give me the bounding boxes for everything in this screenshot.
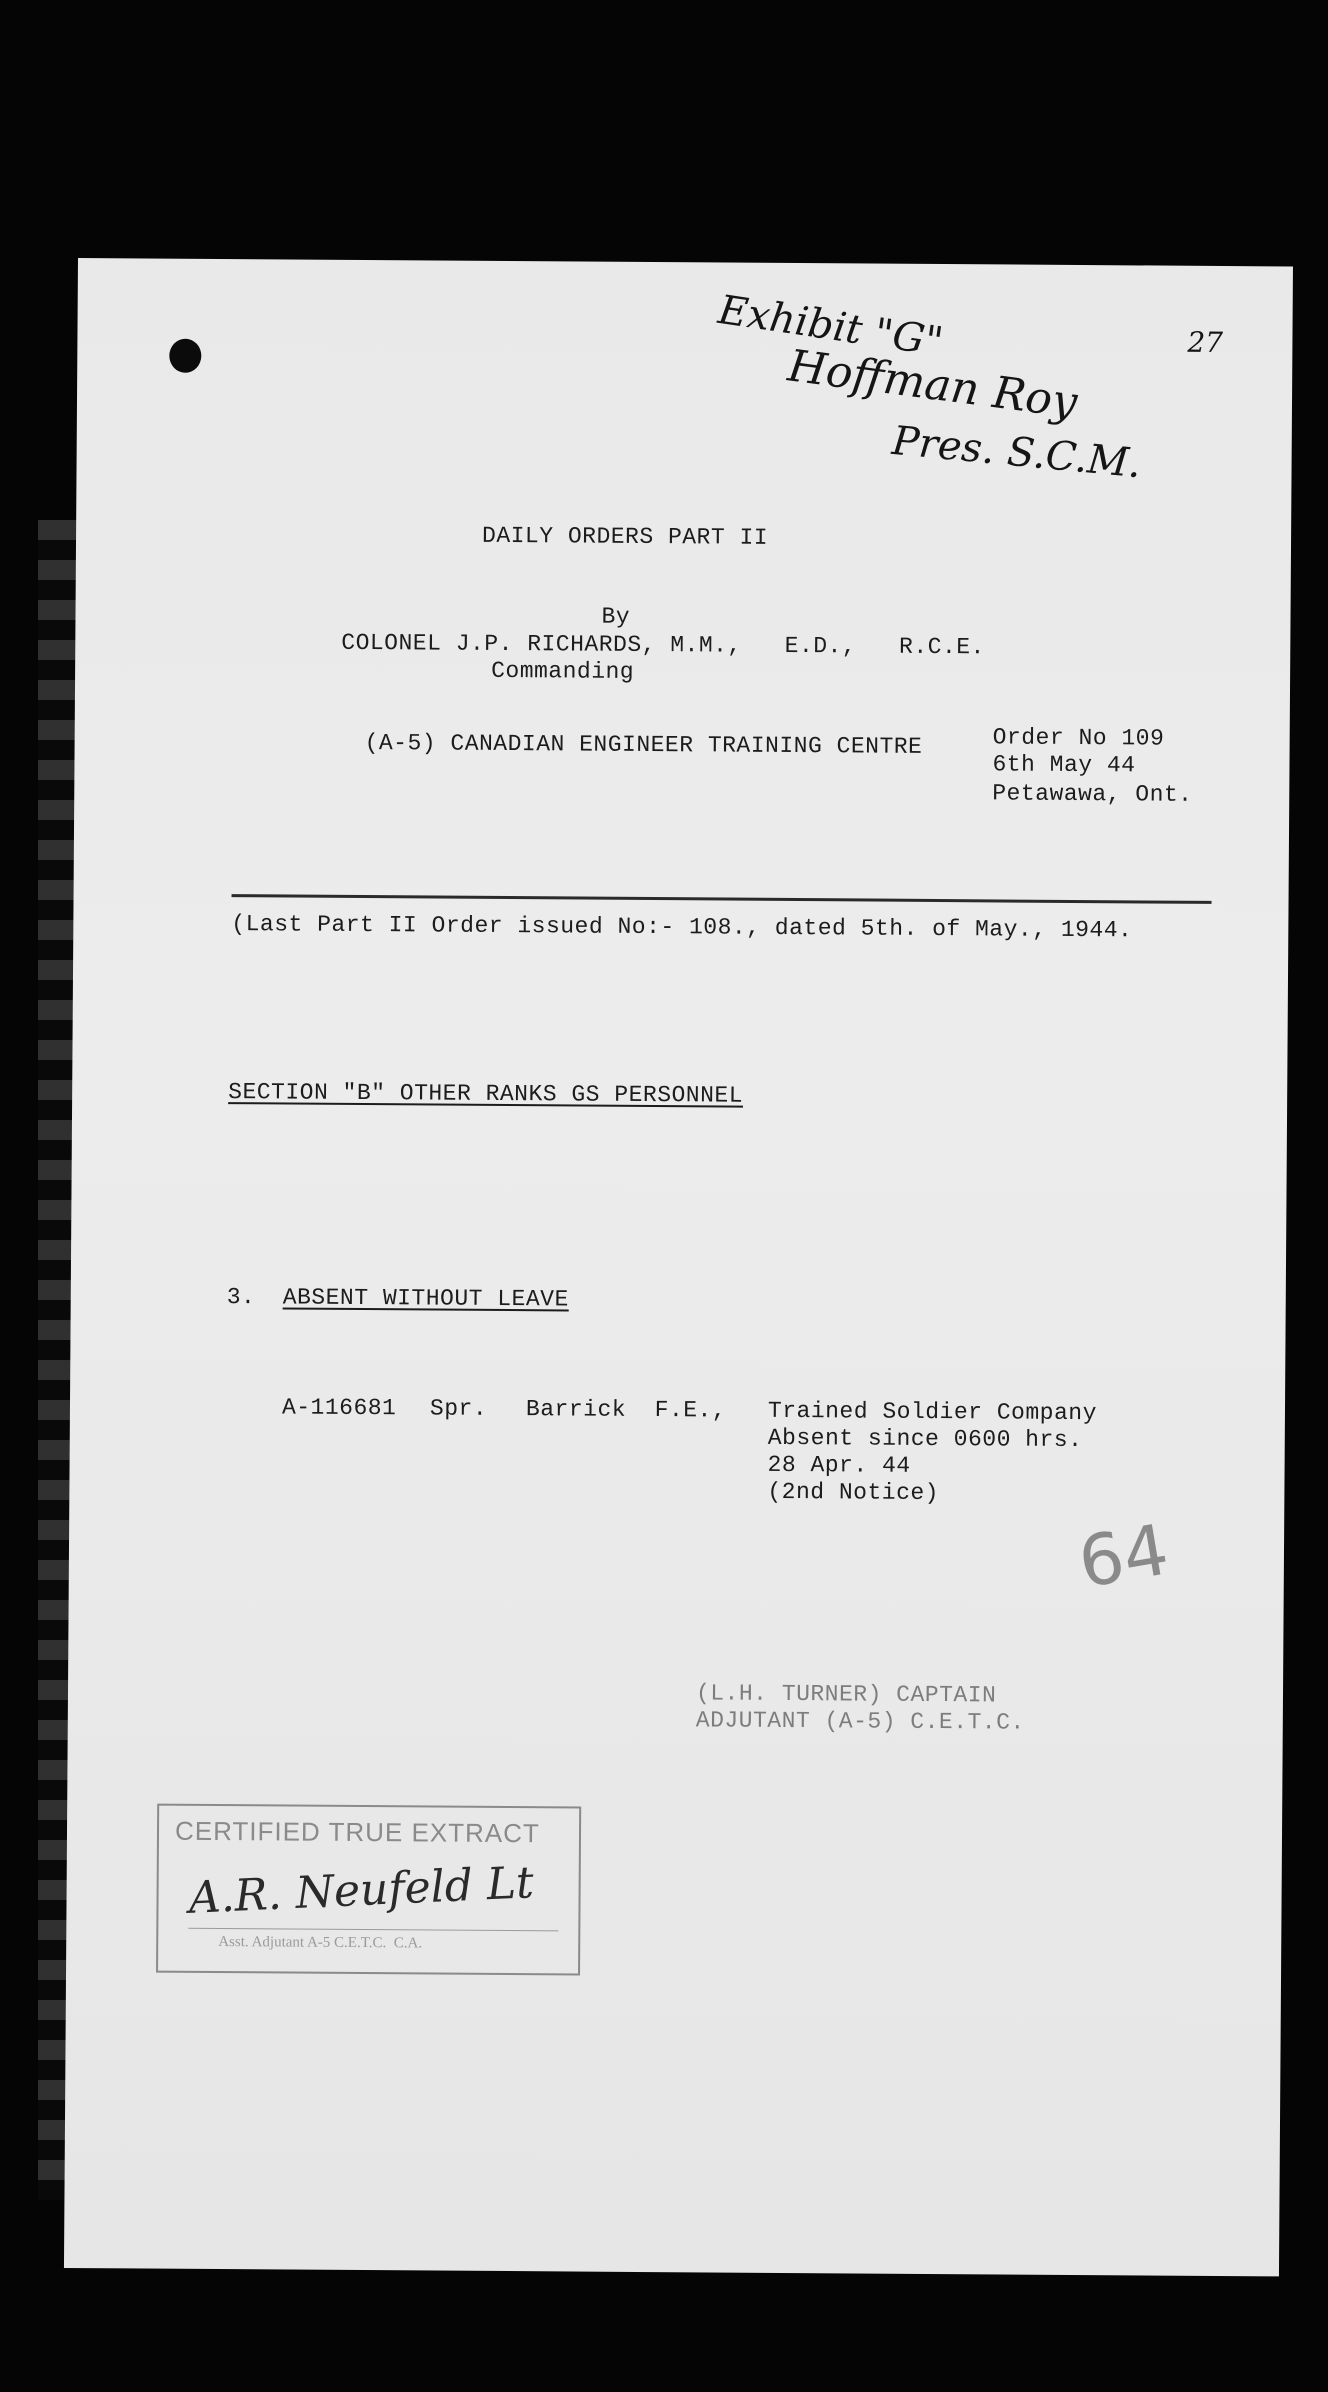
order-location: Petawawa, Ont. <box>992 780 1193 808</box>
handwritten-pres: Pres. S.C.M. <box>890 417 1144 488</box>
signatory-name: (L.H. TURNER) CAPTAIN <box>695 1680 997 1709</box>
folio-number: 64 <box>1072 1508 1175 1605</box>
item-heading: ABSENT WITHOUT LEAVE <box>282 1284 569 1313</box>
handwritten-exhibit: Exhibit "G" <box>715 286 946 366</box>
order-number: Order No 109 <box>992 724 1165 752</box>
entry-detail: Absent since 0600 hrs. <box>767 1424 1083 1454</box>
commander-name: COLONEL J.P. RICHARDS, M.M., E.D., R.C.E. <box>341 629 986 661</box>
item-number: 3. <box>226 1284 256 1311</box>
stamp-signature: A.R. Neufeld Lt <box>187 1857 535 1924</box>
stamp-signature-line <box>188 1928 558 1932</box>
punch-hole <box>169 339 201 373</box>
certified-stamp <box>156 1804 581 1976</box>
by-label: By <box>601 603 631 630</box>
entry-detail: 28 Apr. 44 <box>767 1451 911 1479</box>
rank: Spr. <box>429 1395 488 1422</box>
unit-name: (A-5) CANADIAN ENGINEER TRAINING CENTRE <box>364 730 923 760</box>
handwritten-name: Hoffman Roy <box>785 340 1081 429</box>
last-order-note: (Last Part II Order issued No:- 108., dated 5th. of May., 1944. <box>231 911 1133 944</box>
orders-title: DAILY ORDERS PART II <box>481 522 769 551</box>
entry-detail: (2nd Notice) <box>767 1478 940 1507</box>
horizontal-rule <box>232 894 1212 904</box>
stamp-subtitle: Asst. Adjutant A-5 C.E.T.C. C.A. <box>218 1934 423 1952</box>
section-heading: SECTION "B" OTHER RANKS GS PERSONNEL <box>228 1079 744 1109</box>
signatory-title: ADJUTANT (A-5) C.E.T.C. <box>695 1707 1025 1736</box>
commanding-label: Commanding <box>491 657 635 685</box>
soldier-name: Barrick F.E., <box>525 1396 727 1424</box>
document-page <box>64 258 1293 2276</box>
page-number: 27 <box>1187 325 1224 359</box>
order-date: 6th May 44 <box>992 751 1136 779</box>
stamp-title: CERTIFIED TRUE EXTRACT <box>174 1815 540 1849</box>
service-number: A-116681 <box>281 1394 397 1422</box>
entry-detail: Trained Soldier Company <box>767 1397 1098 1427</box>
